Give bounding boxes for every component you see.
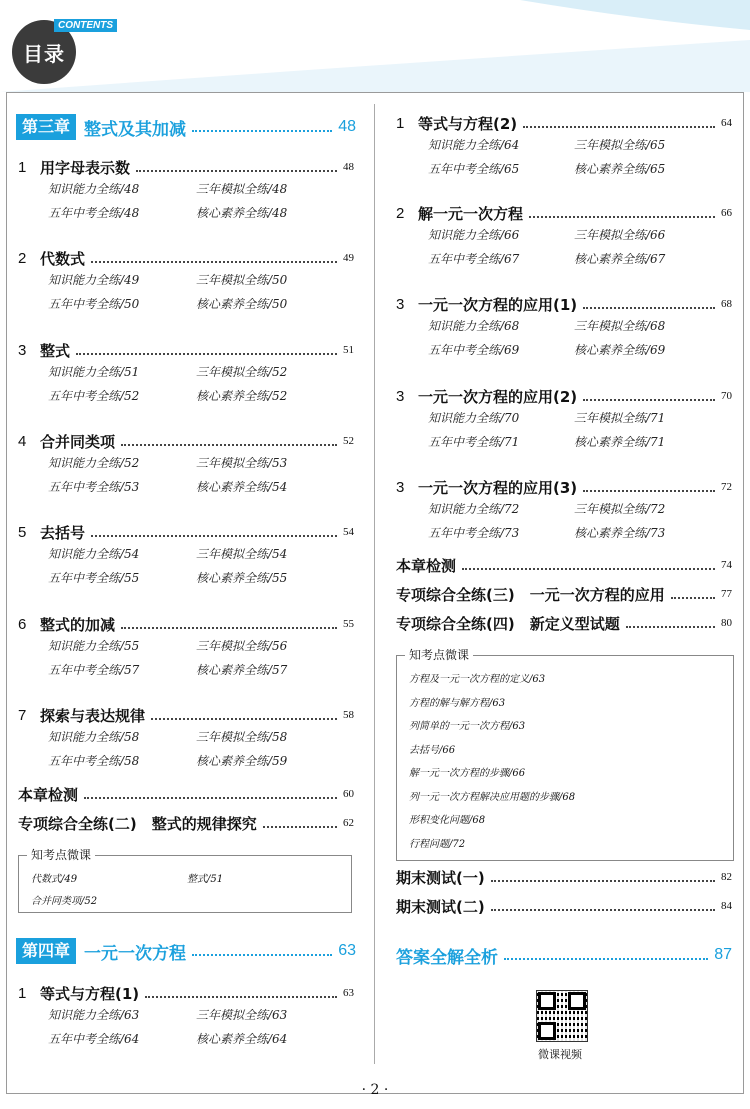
column-divider (374, 104, 375, 1064)
header-decoration (0, 0, 750, 92)
chapter-title: 一元一次方程 (84, 943, 187, 964)
practice-link[interactable]: 核心素养全练/69 (574, 343, 666, 357)
section-row[interactable] (18, 704, 354, 726)
section-title: 整式 (40, 341, 71, 360)
practice-link[interactable]: 知识能力全练/54 (48, 547, 140, 561)
micro-item[interactable]: 解一元一次方程的步骤/66 (409, 768, 526, 779)
leader-dots (76, 353, 337, 355)
practice-link[interactable]: 知识能力全练/63 (48, 1008, 140, 1022)
final-test-2[interactable] (396, 895, 732, 917)
extra-page: 62 (343, 817, 354, 829)
micro-lesson-box-right (396, 648, 734, 861)
micro-item[interactable]: 形积变化问题/68 (409, 815, 486, 826)
section-title: 一元一次方程的应用(2) (418, 387, 578, 406)
section-page: 49 (343, 252, 354, 264)
leader-dots (192, 130, 332, 132)
section-page: 48 (343, 161, 354, 173)
micro-box-title: 知考点微课 (27, 846, 95, 863)
section-page: 63 (343, 987, 354, 999)
leader-dots (145, 996, 337, 998)
answers-page: 87 (714, 946, 732, 963)
leader-dots (583, 399, 715, 401)
section-number: 1 (18, 984, 27, 1002)
leader-dots (192, 954, 332, 956)
extra-page: 74 (721, 559, 732, 571)
practice-link[interactable]: 核心素养全练/48 (196, 206, 288, 220)
leader-dots (491, 909, 715, 911)
practice-link[interactable]: 五年中考全练/64 (48, 1032, 140, 1046)
practice-link[interactable]: 三年模拟全练/52 (196, 365, 288, 379)
chapter-4-heading[interactable] (16, 938, 356, 964)
section-row[interactable] (396, 385, 732, 407)
section-number: 7 (18, 706, 27, 724)
section-number: 3 (396, 387, 405, 405)
extra-title: 专项综合全练(三) 一元一次方程的应用 (396, 585, 665, 604)
practice-link[interactable]: 三年模拟全练/68 (574, 319, 666, 333)
practice-link[interactable]: 知识能力全练/66 (428, 228, 520, 242)
section-title: 用字母表示数 (40, 158, 131, 177)
section-page: 55 (343, 618, 354, 630)
practice-link[interactable]: 核心素养全练/50 (196, 297, 288, 311)
leader-dots (263, 826, 337, 828)
chapter-label: 第三章 (16, 114, 76, 140)
practice-link[interactable]: 核心素养全练/52 (196, 389, 288, 403)
practice-link[interactable]: 核心素养全练/64 (196, 1032, 288, 1046)
practice-link[interactable]: 五年中考全练/52 (48, 389, 140, 403)
chapter-label: 第四章 (16, 938, 76, 964)
section-title: 代数式 (40, 249, 86, 268)
practice-link[interactable]: 知识能力全练/68 (428, 319, 520, 333)
practice-link[interactable]: 三年模拟全练/50 (196, 273, 288, 287)
section-title: 等式与方程(2) (418, 114, 518, 133)
practice-link[interactable]: 知识能力全练/70 (428, 411, 520, 425)
section-title: 解一元一次方程 (418, 204, 524, 223)
chapter-3-heading[interactable] (16, 114, 356, 140)
left-extra-2[interactable] (18, 812, 354, 834)
section-row[interactable] (18, 430, 354, 452)
micro-lesson-box-left (18, 848, 352, 913)
section-number: 1 (396, 114, 405, 132)
section-number: 3 (396, 478, 405, 496)
practice-link[interactable]: 五年中考全练/73 (428, 526, 520, 540)
section-number: 3 (396, 295, 405, 313)
section-page: 66 (721, 207, 732, 219)
practice-link[interactable]: 五年中考全练/50 (48, 297, 140, 311)
section-number: 1 (18, 158, 27, 176)
contents-tag: CONTENTS (54, 19, 117, 32)
practice-link[interactable]: 五年中考全练/55 (48, 571, 140, 585)
section-page: 58 (343, 709, 354, 721)
practice-link[interactable]: 五年中考全练/67 (428, 252, 520, 266)
practice-link[interactable]: 核心素养全练/55 (196, 571, 288, 585)
section-page: 51 (343, 344, 354, 356)
leader-dots (583, 490, 715, 492)
practice-link[interactable]: 知识能力全练/49 (48, 273, 140, 287)
practice-link[interactable]: 三年模拟全练/48 (196, 182, 288, 196)
practice-link[interactable]: 三年模拟全练/72 (574, 502, 666, 516)
final-page: 82 (721, 871, 732, 883)
practice-link[interactable]: 核心素养全练/73 (574, 526, 666, 540)
micro-item[interactable]: 去括号/66 (409, 744, 456, 756)
micro-item[interactable]: 整式/51 (187, 874, 224, 885)
leader-dots (583, 307, 715, 309)
right-extra-3[interactable] (396, 612, 732, 634)
practice-link[interactable]: 三年模拟全练/66 (574, 228, 666, 242)
section-page: 52 (343, 435, 354, 447)
final-title: 期末测试(一) (396, 868, 485, 887)
section-row[interactable] (396, 476, 732, 498)
section-number: 5 (18, 523, 27, 541)
final-test-1[interactable] (396, 866, 732, 888)
extra-title: 本章检测 (396, 556, 457, 575)
chapter-page: 48 (338, 118, 356, 135)
section-row[interactable] (18, 613, 354, 635)
qr-caption: 微课视频 (538, 1048, 582, 1061)
practice-link[interactable]: 核心素养全练/65 (574, 162, 666, 176)
section-row[interactable] (18, 521, 354, 543)
practice-link[interactable]: 三年模拟全练/56 (196, 639, 288, 653)
micro-item[interactable]: 方程的解与解方程/63 (409, 697, 506, 709)
leader-dots (91, 261, 337, 263)
left-extra-1[interactable] (18, 783, 354, 805)
micro-item[interactable]: 代数式/49 (31, 874, 78, 885)
practice-link[interactable]: 核心素养全练/57 (196, 663, 288, 677)
leader-dots (121, 627, 337, 629)
practice-link[interactable]: 五年中考全练/58 (48, 754, 140, 768)
final-page: 84 (721, 900, 732, 912)
section-title: 等式与方程(1) (40, 984, 140, 1003)
section-row[interactable] (396, 112, 732, 134)
answers-title: 答案全解全析 (396, 947, 498, 968)
section-number: 3 (18, 341, 27, 359)
practice-link[interactable]: 五年中考全练/65 (428, 162, 520, 176)
leader-dots (462, 568, 715, 570)
final-title: 期末测试(二) (396, 897, 485, 916)
practice-link[interactable]: 五年中考全练/57 (48, 663, 140, 677)
practice-link[interactable]: 三年模拟全练/58 (196, 730, 288, 744)
section-row[interactable] (18, 982, 354, 1004)
leader-dots (671, 597, 715, 599)
practice-link[interactable]: 知识能力全练/64 (428, 138, 520, 152)
practice-link[interactable]: 五年中考全练/48 (48, 206, 140, 220)
section-number: 2 (18, 249, 27, 267)
extra-page: 60 (343, 788, 354, 800)
section-title: 探索与表达规律 (40, 706, 146, 725)
practice-link[interactable]: 核心素养全练/59 (196, 754, 288, 768)
page-title: 目录 (23, 41, 65, 66)
micro-item[interactable]: 列简单的一元一次方程/63 (409, 721, 526, 732)
practice-link[interactable]: 知识能力全练/52 (48, 456, 140, 470)
section-number: 4 (18, 432, 27, 450)
practice-link[interactable]: 核心素养全练/67 (574, 252, 666, 266)
right-extra-1[interactable] (396, 554, 732, 576)
section-page: 68 (721, 298, 732, 310)
micro-item[interactable]: 列一元一次方程解决应用题的步骤/68 (409, 791, 576, 803)
micro-item[interactable]: 行程问题/72 (409, 838, 466, 850)
extra-page: 80 (721, 617, 732, 629)
micro-item[interactable]: 合并同类项/52 (31, 896, 98, 907)
practice-link[interactable]: 知识能力全练/55 (48, 639, 140, 653)
extra-title: 本章检测 (18, 785, 79, 804)
practice-link[interactable]: 五年中考全练/53 (48, 480, 140, 494)
practice-link[interactable]: 知识能力全练/51 (48, 365, 140, 379)
leader-dots (84, 797, 337, 799)
chapter-page: 63 (338, 942, 356, 959)
section-row[interactable] (18, 339, 354, 361)
leader-dots (626, 626, 715, 628)
leader-dots (504, 958, 708, 960)
section-page: 54 (343, 526, 354, 538)
practice-link[interactable]: 五年中考全练/71 (428, 435, 520, 449)
leader-dots (529, 216, 715, 218)
section-number: 6 (18, 615, 27, 633)
practice-link[interactable]: 核心素养全练/54 (196, 480, 288, 494)
section-title: 整式的加减 (40, 615, 116, 634)
practice-link[interactable]: 知识能力全练/58 (48, 730, 140, 744)
extra-title: 专项综合全练(二) 整式的规律探究 (18, 814, 257, 833)
practice-link[interactable]: 五年中考全练/69 (428, 343, 520, 357)
practice-link[interactable]: 三年模拟全练/71 (574, 411, 666, 425)
leader-dots (151, 718, 337, 720)
section-row[interactable] (396, 202, 732, 224)
section-page: 72 (721, 481, 732, 493)
right-extra-2[interactable] (396, 583, 732, 605)
practice-link[interactable]: 三年模拟全练/54 (196, 547, 288, 561)
section-number: 2 (396, 204, 405, 222)
answers-heading[interactable] (396, 942, 732, 968)
section-page: 64 (721, 117, 732, 129)
practice-link[interactable]: 三年模拟全练/65 (574, 138, 666, 152)
section-row[interactable] (18, 247, 354, 269)
section-title: 一元一次方程的应用(3) (418, 478, 578, 497)
practice-link[interactable]: 知识能力全练/72 (428, 502, 520, 516)
leader-dots (491, 880, 715, 882)
leader-dots (121, 444, 337, 446)
chapter-title: 整式及其加减 (84, 119, 187, 140)
page-number: · 2 · (361, 1082, 389, 1098)
practice-link[interactable]: 三年模拟全练/53 (196, 456, 288, 470)
practice-link[interactable]: 知识能力全练/48 (48, 182, 140, 196)
qr-code[interactable] (536, 990, 588, 1042)
leader-dots (523, 126, 715, 128)
micro-box-title: 知考点微课 (405, 646, 473, 663)
section-title: 合并同类项 (40, 432, 116, 451)
section-page: 70 (721, 390, 732, 402)
practice-link[interactable]: 三年模拟全练/63 (196, 1008, 288, 1022)
practice-link[interactable]: 核心素养全练/71 (574, 435, 666, 449)
leader-dots (91, 535, 337, 537)
section-row[interactable] (396, 293, 732, 315)
section-row[interactable] (18, 156, 354, 178)
extra-title: 专项综合全练(四) 新定义型试题 (396, 614, 620, 633)
section-title: 一元一次方程的应用(1) (418, 295, 578, 314)
section-title: 去括号 (40, 523, 86, 542)
extra-page: 77 (721, 588, 732, 600)
header-band (0, 0, 750, 92)
leader-dots (136, 170, 337, 172)
micro-item[interactable]: 方程及一元一次方程的定义/63 (409, 674, 546, 685)
